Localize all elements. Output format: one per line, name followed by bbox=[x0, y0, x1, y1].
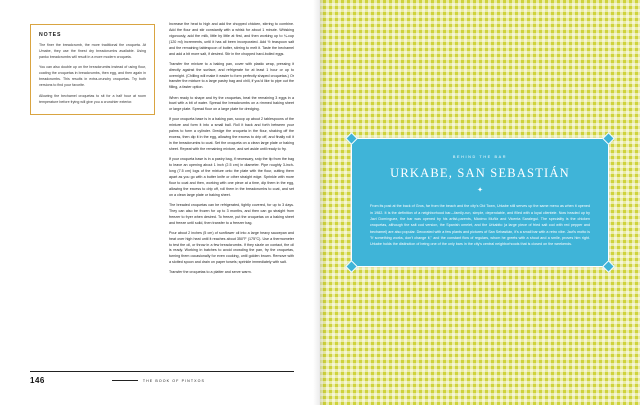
notes-paragraph: You can also double up on the breadcrumbs instead of using flour, coating the croquetas in breadcrumbs, then egg, and then again in breadcrumbs. This results in extra-crunchy croquetas. Try both versions to find your favorite. bbox=[39, 65, 146, 87]
left-column-two bbox=[169, 22, 294, 352]
body-paragraph: Increase the heat to high and add the chopped chicken, stirring to combine. Add the flour and stir constantly with a whisk for about 1 minute. Whisking vigorously, add the milk, little by little at first, and then working up to ¼-cup (120 ml) increments, until it has all been incorporated. Add ½ teaspoon salt and the remaining tablespoon of butter, stirring to melt it. Taste the bechamel and add a bit more salt, if desired. Stir in the chopped hard-boiled eggs. bbox=[169, 22, 294, 56]
body-paragraph: Pour about 2 inches (5 cm) of sunflower oil into a large heavy saucepan and heat over high heat until it reaches about 350°F (175°C). Use a thermometer to test the oil, or throw in a few breadcrumbs. If they sizzle on contact, the oil is ready. Working in batches to avoid crowding the pan, fry the croquetas, turning them occasionally for even cooking, until golden brown. Remove with a slotted spoon and drain on paper towels; sprinkle immediately with salt. bbox=[169, 230, 294, 265]
footer-book-title: THE BOOK OF PINTXOS bbox=[142, 378, 206, 383]
corner-diamond-icon bbox=[602, 260, 615, 273]
notes-box bbox=[30, 24, 155, 115]
page-number: 146 bbox=[30, 376, 45, 385]
notes-paragraph: Allowing the bechamel croquetas to sit for a half hour at room temperature before frying will give you a crunchier exterior. bbox=[39, 93, 146, 104]
card-paragraph: From its post at the back of Gros, far from the beach and the city's Old Town, Urkabe still serves up the same menu as when it opened in 1982. It is the definition of a neighborhood bar—family-run, simple, dependable, and filled with a loyal clientele. Now headed up by Javi Domínguez, the bar was opened by his artist-parents, Máximo Muñiz and Vicenta Saralegui. The speciality is the chicken croquetas, although the salt cod version, the Spanish omelet, and the Urkabito (a large piece of fried salt cod with red pepper and bechamel) are also popular. Decorated with a few plants and pictures of San Sebastián, it's a small bar with a retro vibe. Javi's motto is "If something works, don't change it," and the constant flow of regulars, whom he greets with a shout and a smile, proves him right. Urkabe holds the distinction of being one of the only bars in the city's central neighborhoods that is closed on the weekends. bbox=[370, 204, 590, 247]
body-paragraph: If your croqueta base is in a pastry bag, if necessary, snip the tip from the bag to leave an opening about 1 inch (2.5 cm) in diameter. Pipe roughly 3-inch-long (7.5 cm) logs of the mixture onto the plate with the flour, cutting them apart as you go with a butter knife or other straight edge. Sprinkle with more flour to coat and then, working with one piece at a time, dip them in the egg, allowing the excess to drip off, roll them in the breadcrumbs to coat, and set on a clean large plate or baking sheet. bbox=[169, 157, 294, 197]
notes-title: NOTES bbox=[39, 32, 62, 38]
body-paragraph: Transfer the croquetas to a platter and serve warm. bbox=[169, 270, 252, 275]
left-page-columns bbox=[30, 22, 294, 352]
right-page bbox=[320, 0, 640, 405]
corner-diamond-icon bbox=[602, 132, 615, 145]
body-paragraph: If your croqueta base is in a baking pan, scoop up about 2 tablespoons of the mixture and form it into a small ball. Roll it back and forth between your palms to form a cylinder. Dredge the croqueta in the flour, shaking off the excess, then dip it in the egg, allowing the excess to drip off, and finally roll it in the breadcrumbs to coat. Set the croqueta on a clean large plate or baking sheet. Repeat with the remaining mixture, and set aside until ready to fry. bbox=[169, 117, 294, 152]
footer-rule bbox=[112, 380, 138, 381]
body-paragraph: Transfer the mixture to a baking pan, cover with plastic wrap, pressing it directly against the surface, and refrigerate for at least 1 hour or up to overnight. (Chilling will make it easier to form perfectly shaped croquetas.) Or transfer the mixture to a large pastry bag and chill, if you'd like to pipe out the filling, a faster option. bbox=[169, 61, 294, 90]
body-paragraph: When ready to shape and fry the croquetas, beat the remaining 3 eggs in a bowl with a bit of water. Spread the breadcrumbs on a rimmed baking sheet or large plate. Spread flour on a large plate for dredging. bbox=[169, 95, 294, 112]
behind-the-bar-card bbox=[351, 138, 609, 267]
card-title: URKABE, SAN SEBASTIÁN bbox=[390, 166, 570, 181]
diamond-ornament-icon: ✦ bbox=[477, 187, 483, 195]
corner-diamond-icon bbox=[345, 132, 358, 145]
notes-paragraph: The finer the breadcrumb, the more traditional the croqueta. At Umabe, they use the finest dry breadcrumbs available. Using panko breadcrumbs will result in a more modern croqueta. bbox=[39, 43, 146, 59]
page-footer bbox=[30, 371, 294, 385]
footer-book-title-group bbox=[45, 379, 272, 383]
corner-diamond-icon bbox=[345, 260, 358, 273]
left-column-one bbox=[30, 22, 155, 352]
body-paragraph: The breaded croquetas can be refrigerated, tightly covered, for up to 3 days. They can also be frozen for up to 3 months, and then can go straight from freezer to fryer when desired. To freeze, put the croquetas on a baking sheet and freeze until solid, then transfer to a freezer bag. bbox=[169, 202, 294, 225]
card-kicker: BEHIND THE BAR bbox=[452, 155, 508, 160]
